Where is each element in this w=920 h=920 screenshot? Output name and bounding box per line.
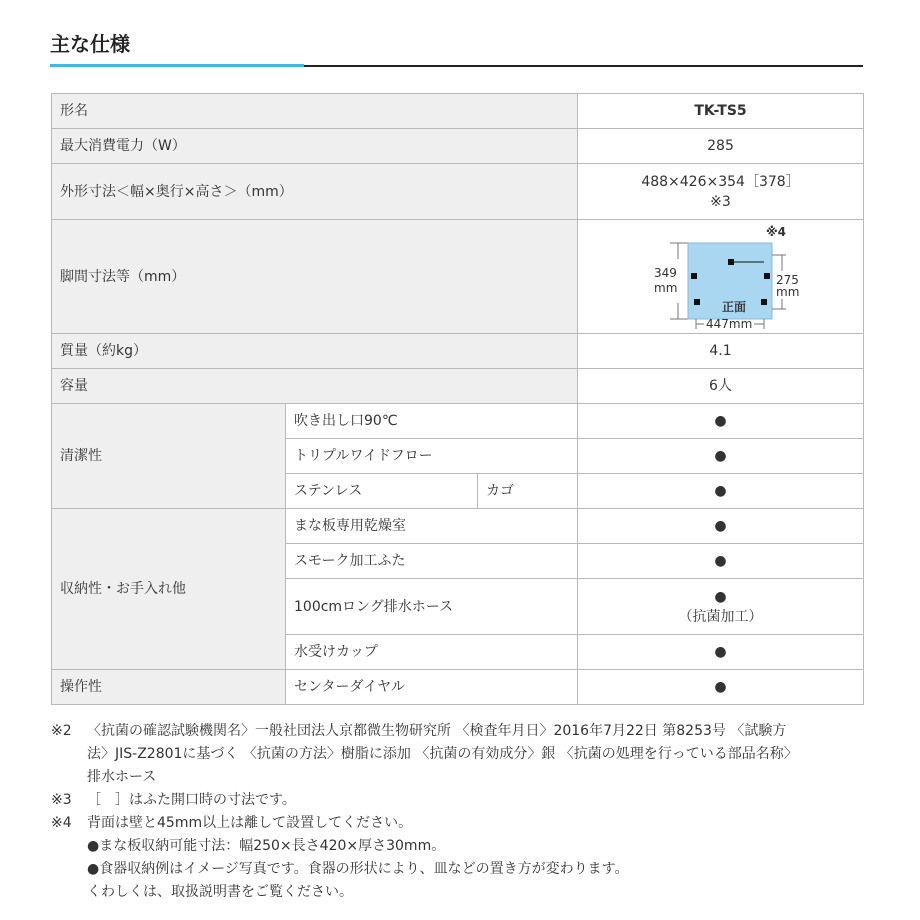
rubber-foot <box>691 273 697 279</box>
capacity-value: 6人 <box>578 369 864 404</box>
table-row <box>52 220 864 334</box>
page-title: 主な仕様 <box>50 32 130 56</box>
footnote-mark: ※3 <box>51 792 72 808</box>
feature-value: ● <box>578 635 864 670</box>
rubber-foot <box>694 299 700 305</box>
feature-label: トリプルワイドフロー <box>286 439 578 474</box>
legs-right-value: 275 <box>775 272 799 287</box>
footnote-line: くわしくは、取扱説明書をご覧ください。 <box>87 884 353 900</box>
size-value: 488×426×354［378］ <box>641 173 800 190</box>
footnotes <box>51 720 863 904</box>
title-underline <box>304 65 863 67</box>
spec-table <box>51 93 864 705</box>
power-label: 最大消費電力（W） <box>52 129 578 164</box>
footnote-mark: ※4 <box>51 815 72 831</box>
front-label: 正面 <box>721 299 746 314</box>
footnote-line: 法〉JIS-Z2801に基づく 〈抗菌の方法〉樹脂に添加 〈抗菌の有効成分〉銀 〈抗菌の処理を行っている部品名称〉 <box>87 746 798 762</box>
title-underline-accent <box>50 64 304 67</box>
feature-label: 吹き出し口90℃ <box>286 404 578 439</box>
table-row <box>52 334 864 369</box>
feature-label: まな板専用乾燥室 <box>286 509 578 544</box>
feature-label: ステンレス <box>286 474 478 509</box>
feature-label: 100cmロング排水ホース <box>286 579 578 635</box>
feature-sub-value: （抗菌加工） <box>678 608 763 625</box>
footnote-4 <box>51 812 863 904</box>
capacity-label: 容量 <box>52 369 578 404</box>
table-row <box>52 509 864 544</box>
footnote-line: 排水ホース <box>87 769 157 785</box>
model-value: TK-TS5 <box>578 94 864 129</box>
feature-value: ● <box>578 439 864 474</box>
footnote-mark: ※2 <box>51 723 72 739</box>
footnote-line: ●食器収納例はイメージ写真です。食器の形状により、皿などの置き方が変わります。 <box>87 861 629 877</box>
feature-value: ● <box>578 474 864 509</box>
footnote-3 <box>51 789 863 812</box>
feature-sub-label: カゴ <box>478 474 578 509</box>
feature-value: ● <box>578 544 864 579</box>
feature-label: センターダイヤル <box>286 670 578 705</box>
feature-value: ● <box>714 588 727 605</box>
legs-left-value: 349 <box>653 265 677 280</box>
feature-value: ● <box>578 670 864 705</box>
model-label: 形名 <box>52 94 578 129</box>
table-row <box>52 404 864 439</box>
footnote-line: ●まな板収納可能寸法：幅250×長さ420×厚さ30mm。 <box>87 838 446 854</box>
size-note: ※3 <box>710 193 731 210</box>
table-row <box>52 129 864 164</box>
feature-value: ● <box>578 509 864 544</box>
table-row <box>52 94 864 129</box>
rubber-foot <box>764 273 770 279</box>
leg-dimension-diagram <box>636 225 806 329</box>
legs-note: ※4 <box>765 224 786 239</box>
feature-value-cell <box>578 579 864 635</box>
legs-width: 447mm <box>705 316 752 329</box>
weight-label: 質量（約kg） <box>52 334 578 369</box>
cleanliness-group-label: 清潔性 <box>52 404 286 509</box>
operation-group-label: 操作性 <box>52 670 286 705</box>
feature-value: ● <box>578 404 864 439</box>
weight-value: 4.1 <box>578 334 864 369</box>
size-value-cell <box>578 164 864 220</box>
feature-label: スモーク加工ふた <box>286 544 578 579</box>
feature-label: 水受けカップ <box>286 635 578 670</box>
footnote-line: 背面は壁と45mm以上は離して設置してください。 <box>87 815 413 831</box>
power-value: 285 <box>578 129 864 164</box>
rubber-foot <box>761 299 767 305</box>
storage-group-label: 収納性・お手入れ他 <box>52 509 286 670</box>
legs-right-unit: mm <box>775 284 799 299</box>
legs-label: 脚間寸法等（mm） <box>52 220 578 334</box>
table-row <box>52 670 864 705</box>
size-label: 外形寸法＜幅×奥行×高さ＞（mm） <box>52 164 578 220</box>
table-row <box>52 369 864 404</box>
legs-left-unit: mm <box>653 280 677 295</box>
footnote-2 <box>51 720 863 789</box>
legs-diagram-cell <box>578 220 864 334</box>
table-row <box>52 164 864 220</box>
footnote-line: ［ ］はふた開口時の寸法です。 <box>87 792 296 808</box>
footnote-line: 〈抗菌の確認試験機関名〉一般社団法人京都微生物研究所 〈検査年月日〉2016年7月22日 第8253号 〈試験方 <box>87 723 787 739</box>
